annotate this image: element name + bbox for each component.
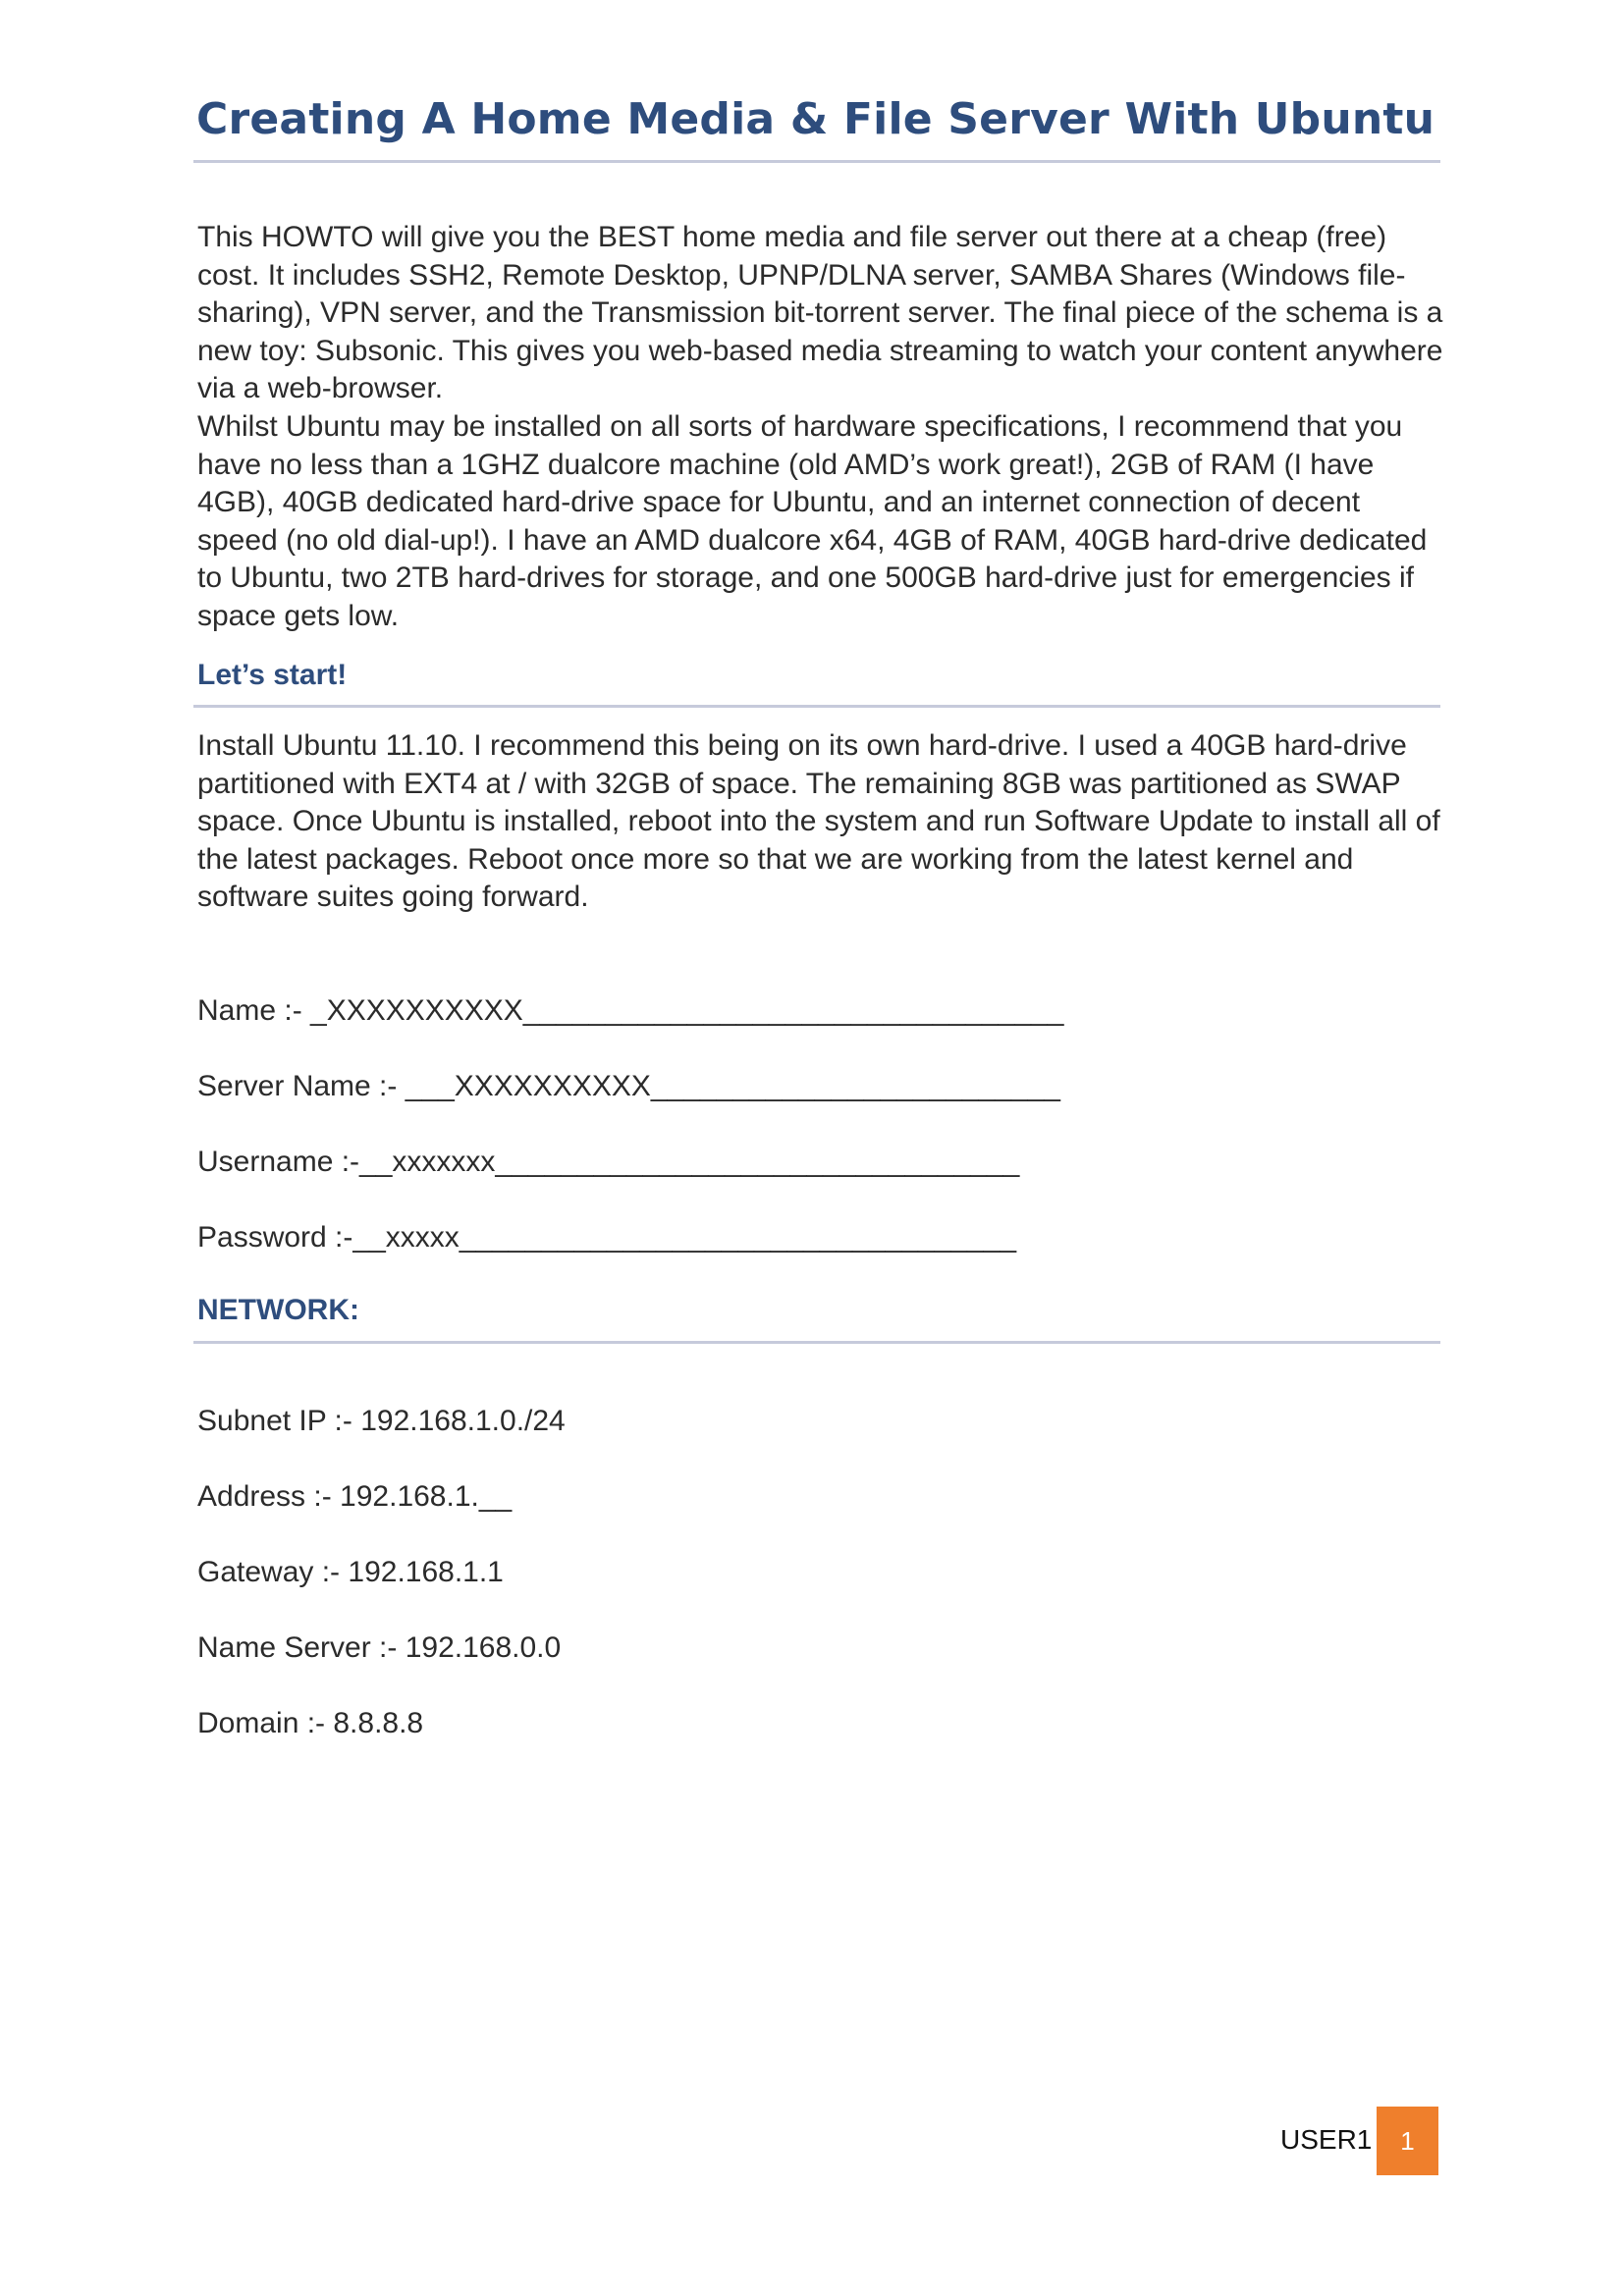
field-gateway: Gateway :- 192.168.1.1 [197,1556,504,1588]
hardware-paragraph: Whilst Ubuntu may be installed on all sorts of hardware specifications, I recommend that you have no less than a 1GHZ dualcore machine (old AMD’s work great!), 2GB of RAM (I have 4GB), 40GB dedicated hard-drive space for Ubuntu, and an internet connection of decent speed (no old dial-up!). I have an AMD dualcore x64, 4GB of RAM, 40GB hard-drive dedicated to Ubuntu, two 2TB hard-drives for storage, and one 500GB hard-drive just for emergencies if space gets low. [197,410,1428,632]
section-heading-lets-start: Let’s start! [197,659,348,691]
field-subnet-ip: Subnet IP :- 192.168.1.0./24 [197,1405,566,1437]
install-paragraph: Install Ubuntu 11.10. I recommend this being on its own hard-drive. I used a 40GB hard-drive partitioned with EXT4 at / with 32GB of space. The remaining 8GB was partitioned as SWAP space. Once Ubuntu is installed, reboot into the system and run Software Update to install all of the latest packages. Reboot once more so that we are working from the latest kernel and software suites going forward. [197,729,1440,914]
field-name-server: Name Server :- 192.168.0.0 [197,1631,562,1664]
title-divider [193,160,1440,163]
footer-label: USER1 [1280,2124,1373,2155]
section-divider-lets-start [193,705,1440,708]
page-number-badge: 1 [1377,2107,1438,2175]
field-name: Name :- _XXXXXXXXXX_________________________________ [197,994,1064,1027]
intro-paragraph: This HOWTO will give you the BEST home media and file server out there at a cheap (free) cost. It includes SSH2, Remote Desktop, UPNP/DLNA server, SAMBA Shares (Windows file-sharing), VPN server, and the Transmission bit-torrent server. The final piece of the schema is a new toy: Subsonic. This gives you web-based media streaming to watch your content anywhere via a web-browser. [197,221,1443,405]
page-title: Creating A Home Media & File Server With Ubuntu [196,94,1435,144]
field-domain: Domain :- 8.8.8.8 [197,1707,424,1739]
field-username: Username :-__xxxxxxx________________________________ [197,1146,1020,1178]
section-divider-network [193,1341,1440,1344]
field-address: Address :- 192.168.1.__ [197,1480,513,1513]
field-password: Password :-__xxxxx__________________________________ [197,1221,1017,1254]
field-server-name: Server Name :- ___XXXXXXXXXX_________________________ [197,1070,1060,1102]
section-heading-network: NETWORK: [197,1294,359,1326]
